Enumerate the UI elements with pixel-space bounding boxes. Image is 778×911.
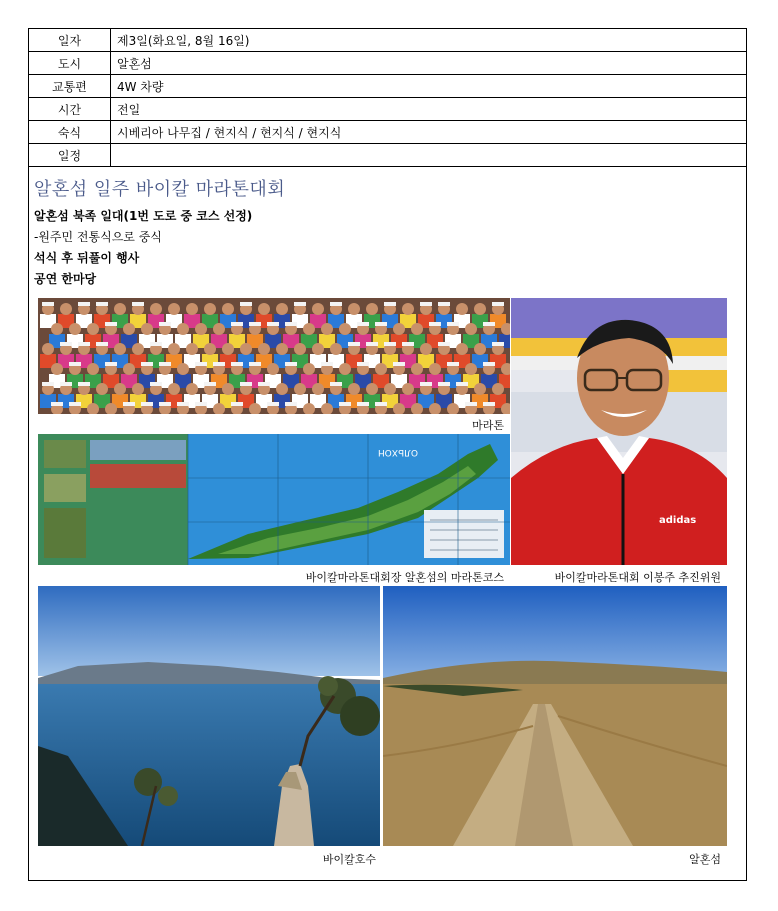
olkhon-road-photo [383, 586, 727, 846]
row-value: 4W 차량 [111, 75, 747, 98]
row-value: 알혼섬 [111, 52, 747, 75]
marathon-photo [38, 298, 510, 414]
content-line: 공연 한마당 [34, 272, 97, 286]
table-row [29, 121, 747, 144]
baikal-lake-photo [38, 586, 380, 846]
row-value: 전일 [111, 98, 747, 121]
svg-text:adidas: adidas [659, 515, 697, 526]
content-line: 알혼섬 북족 일대(1번 도로 중 코스 선정) [34, 209, 253, 223]
table-row [29, 98, 747, 121]
table-row [29, 144, 747, 167]
road-caption: 알혼섬 [689, 853, 721, 866]
marathon-caption: 마라톤 [472, 419, 504, 432]
section-title: 알혼섬 일주 바이칼 마라톤대회 [34, 179, 286, 200]
table-row [29, 29, 747, 52]
row-label: 시간 [29, 98, 111, 121]
row-label: 도시 [29, 52, 111, 75]
row-label: 숙식 [29, 121, 111, 144]
course-map-photo [38, 434, 510, 565]
row-label: 일정 [29, 144, 111, 167]
lake-caption: 바이칼호수 [322, 853, 376, 866]
content-line: 석식 후 뒤풀이 행사 [34, 251, 140, 265]
person-photo [511, 298, 727, 565]
table-row [29, 52, 747, 75]
map-caption: 바이칼마라톤대회장 알혼섬의 마라톤코스 [305, 571, 504, 584]
row-value: 제3일(화요일, 8월 16일) [111, 29, 747, 52]
person-caption: 바이칼마라톤대회 이봉주 추진위원 [554, 571, 721, 584]
map-heading: ОЛЬХОН [377, 447, 418, 457]
schedule-table [28, 28, 747, 167]
row-value [111, 144, 747, 167]
row-value: 시베리아 나무집 / 현지식 / 현지식 / 현지식 [111, 121, 747, 144]
row-label: 일자 [29, 29, 111, 52]
table-row [29, 75, 747, 98]
row-label: 교통편 [29, 75, 111, 98]
content-line: -원주민 전통식으로 중식 [34, 230, 162, 244]
